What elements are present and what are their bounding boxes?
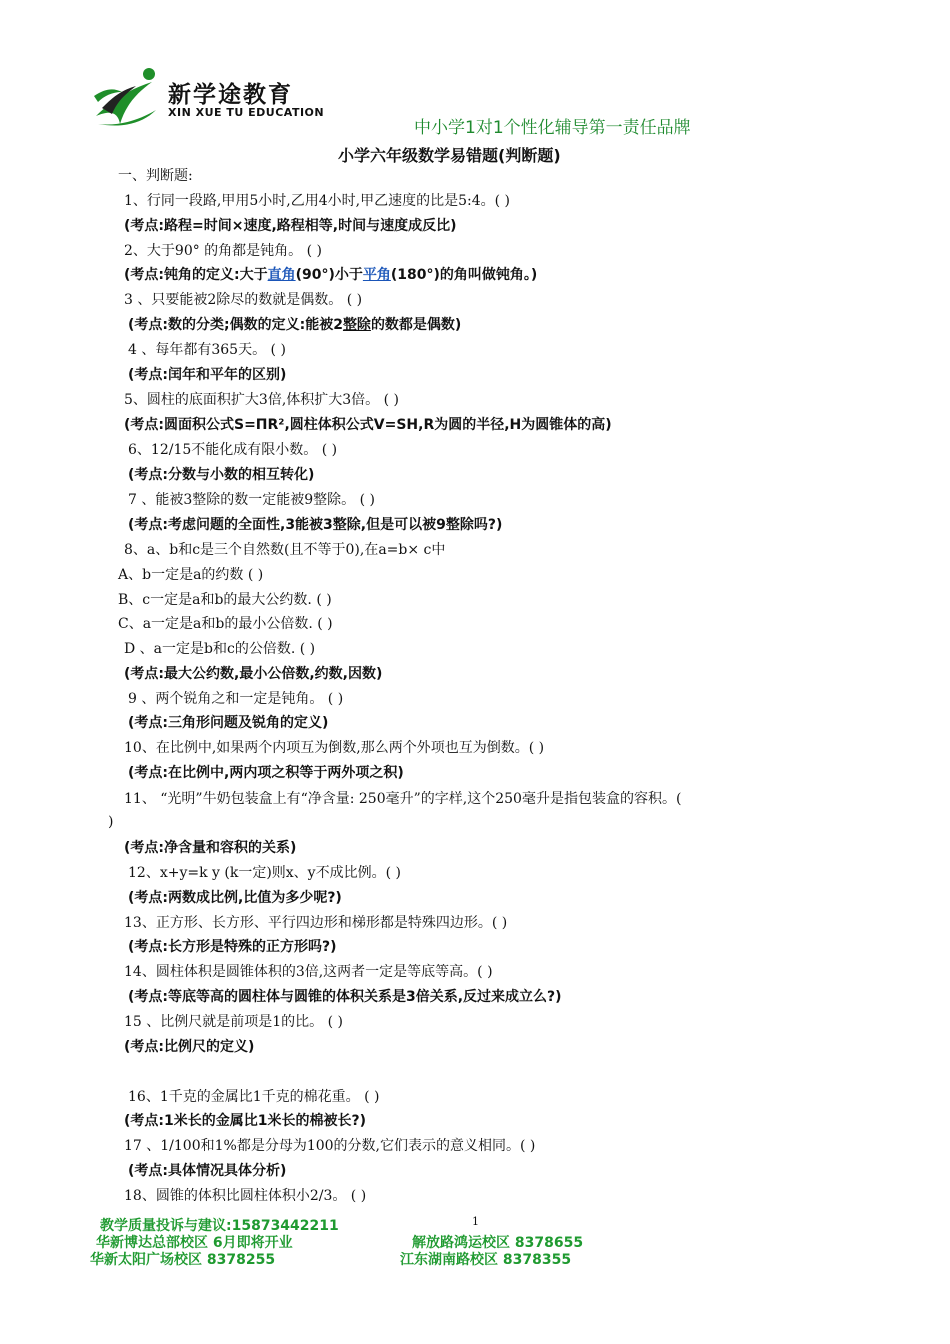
question-11: 11、 “光明”牛奶包装盒上有“净含量: 250毫升”的字样,这个250毫升是指包装盒的容积。( [124,791,682,807]
question-8-d: D 、a一定是b和c的公倍数. ( ) [124,641,316,657]
straight-angle-link[interactable]: 平角 [362,267,391,283]
hint-5: (考点:圆面积公式S=ΠR²,圆柱体积公式V=SH,R为圆的半径,H为圆锥体的高) [124,417,612,433]
right-angle-link[interactable]: 直角 [267,267,296,283]
question-2: 2、大于90° 的角都是钝角。 ( ) [124,243,322,259]
question-17: 17 、1/100和1%都是分母为100的分数,它们表示的意义相同。( ) [124,1138,536,1154]
hint-10: (考点:在比例中,两内项之积等于两外项之积) [128,765,404,781]
question-4: 4 、每年都有365天。 ( ) [128,342,286,358]
section-heading: 一、判断题: [118,168,193,184]
hint-8: (考点:最大公约数,最小公倍数,约数,因数) [124,666,383,682]
question-8-c: C、a一定是a和b的最小公倍数. ( ) [118,616,333,632]
logo-mark [92,66,160,128]
question-9: 9 、两个锐角之和一定是钝角。 ( ) [128,691,344,707]
question-7: 7 、能被3整除的数一定能被9整除。 ( ) [128,492,375,508]
question-16: 16、1千克的金属比1千克的棉花重。 ( ) [128,1089,380,1105]
hint-11: (考点:净含量和容积的关系) [124,840,297,856]
hint-6: (考点:分数与小数的相互转化) [128,467,315,483]
footer-campus-bodat: 华新博达总部校区 6月即将开业 [96,1235,293,1251]
question-13: 13、正方形、长方形、平行四边形和梯形都是特殊四边形。( ) [124,915,508,931]
question-18: 18、圆锥的体积比圆柱体积小2/3。 ( ) [124,1188,367,1204]
question-8: 8、a、b和c是三个自然数(且不等于0),在a=b× c中 [124,542,446,558]
question-15: 15 、比例尺就是前项是1的比。 ( ) [124,1014,343,1030]
hint-3-underlined: 整除 [342,317,371,333]
hint-2 [124,266,537,284]
question-6: 6、12/15不能化成有限小数。 ( ) [128,442,338,458]
hint-17: (考点:具体情况具体分析) [128,1163,287,1179]
logo-runner-icon [92,66,160,128]
brand-name-en: XIN XUE TU EDUCATION [168,106,325,119]
hint-16: (考点:1米长的金属比1米长的棉被长?) [124,1113,366,1129]
hint-2-part: (考点:钝角的定义:大于 [124,267,268,283]
hint-7: (考点:考虑问题的全面性,3能被3整除,但是可以被9整除吗?) [128,517,503,533]
hint-2-part: (90°)小于 [295,267,363,283]
question-14: 14、圆柱体积是圆锥体积的3倍,这两者一定是等底等高。( ) [124,964,493,980]
question-12: 12、x+y=k y (k一定)则x、y不成比例。( ) [128,865,401,881]
footer-campus-jiangdong: 江东湖南路校区 8378355 [400,1252,572,1268]
hint-9: (考点:三角形问题及锐角的定义) [128,715,329,731]
question-3: 3 、只要能被2除尽的数就是偶数。 ( ) [124,292,363,308]
footer-campus-taiyang: 华新太阳广场校区 8378255 [90,1252,276,1268]
question-8-b: B、c一定是a和b的最大公约数. ( ) [118,592,332,608]
hint-2-part: (180°)的角叫做钝角。) [390,267,538,283]
question-5: 5、圆柱的底面积扩大3倍,体积扩大3倍。 ( ) [124,392,399,408]
hint-1: (考点:路程=时间×速度,路程相等,时间与速度成反比) [124,218,457,234]
question-8-a: A、b一定是a的约数 ( ) [118,567,264,583]
hint-13: (考点:长方形是特殊的正方形吗?) [128,939,337,955]
hint-4: (考点:闰年和平年的区别) [128,367,287,383]
footer-complaint: 教学质量投诉与建议:15873442211 [100,1218,339,1234]
hint-14: (考点:等底等高的圆柱体与圆锥的体积关系是3倍关系,反过来成立么?) [128,989,562,1005]
question-1: 1、行同一段路,甲用5小时,乙用4小时,甲乙速度的比是5:4。( ) [124,193,510,209]
hint-3-part: 的数都是偶数) [370,317,462,333]
hint-3-part: (考点:数的分类;偶数的定义:能被2 [128,317,343,333]
question-11-bracket: ) [108,814,114,830]
hint-3 [128,316,461,334]
question-10: 10、在比例中,如果两个内项互为倒数,那么两个外项也互为倒数。( ) [124,740,545,756]
footer-campus-jiefang: 解放路鸿运校区 8378655 [412,1235,584,1251]
brand-name-cn: 新学途教育 [168,82,293,108]
page-title: 小学六年级数学易错题(判断题) [338,146,561,165]
slogan: 中小学1对1个性化辅导第一责任品牌 [414,118,691,138]
hint-12: (考点:两数成比例,比值为多少呢?) [128,890,342,906]
page-number: 1 [472,1215,479,1228]
hint-15: (考点:比例尺的定义) [124,1039,255,1055]
